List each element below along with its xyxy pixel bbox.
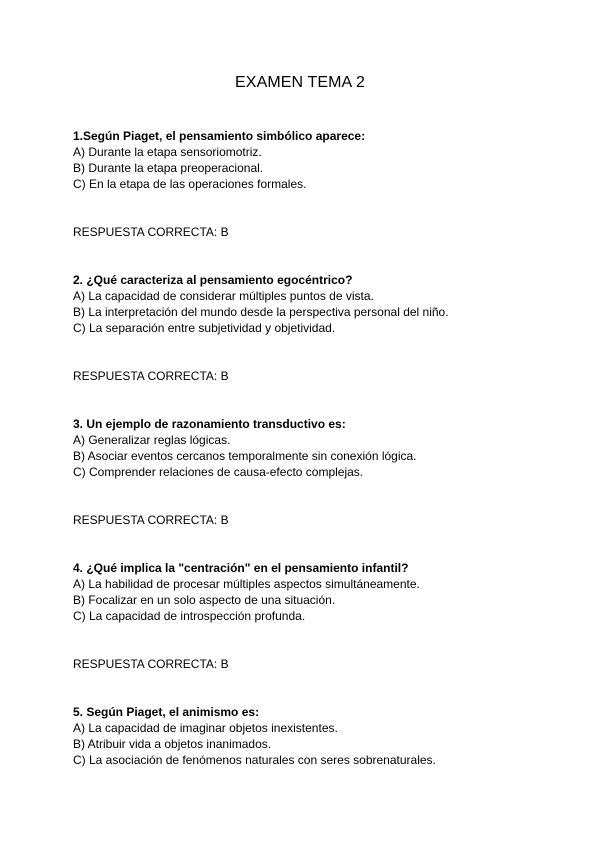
- option-b: B) Asociar eventos cercanos temporalmente sin conexión lógica.: [73, 449, 417, 463]
- option-b: B) Focalizar en un solo aspecto de una situación.: [73, 593, 336, 607]
- option-a: A) La capacidad de considerar múltiples puntos de vista.: [73, 289, 374, 303]
- option-b: B) Durante la etapa preoperacional.: [73, 161, 264, 175]
- option-a: A) Generalizar reglas lógicas.: [73, 433, 231, 447]
- correct-answer: RESPUESTA CORRECTA: B: [73, 513, 229, 527]
- correct-answer: RESPUESTA CORRECTA: B: [73, 369, 229, 383]
- option-a: A) Durante la etapa sensoriomotriz.: [73, 145, 262, 159]
- question-text: 2. ¿Qué caracteriza al pensamiento egocéntrico?: [73, 273, 353, 287]
- option-c: C) La asociación de fenómenos naturales con seres sobrenaturales.: [73, 753, 436, 767]
- option-b: B) La interpretación del mundo desde la perspectiva personal del niño.: [73, 305, 449, 319]
- page-title: EXAMEN TEMA 2: [235, 74, 365, 91]
- correct-answer: RESPUESTA CORRECTA: B: [73, 225, 229, 239]
- option-a: A) La habilidad de procesar múltiples aspectos simultáneamente.: [73, 577, 420, 591]
- question-text: 1.Según Piaget, el pensamiento simbólico aparece:: [73, 129, 366, 143]
- option-c: C) En la etapa de las operaciones formales.: [73, 177, 307, 191]
- question-block: [73, 128, 573, 240]
- option-c: C) La capacidad de introspección profunda.: [73, 609, 306, 623]
- question-block: [73, 272, 573, 384]
- option-c: C) Comprender relaciones de causa-efecto complejas.: [73, 465, 364, 479]
- question-block: [73, 560, 573, 672]
- option-b: B) Atribuir vida a objetos inanimados.: [73, 737, 272, 751]
- question-block: [73, 704, 573, 768]
- option-c: C) La separación entre subjetividad y objetividad.: [73, 321, 336, 335]
- question-text: 5. Según Piaget, el animismo es:: [73, 705, 260, 719]
- question-text: 3. Un ejemplo de razonamiento transductivo es:: [73, 417, 346, 431]
- question-text: 4. ¿Qué implica la "centración" en el pensamiento infantil?: [73, 561, 409, 575]
- question-block: [73, 416, 573, 528]
- correct-answer: RESPUESTA CORRECTA: B: [73, 657, 229, 671]
- option-a: A) La capacidad de imaginar objetos inexistentes.: [73, 721, 338, 735]
